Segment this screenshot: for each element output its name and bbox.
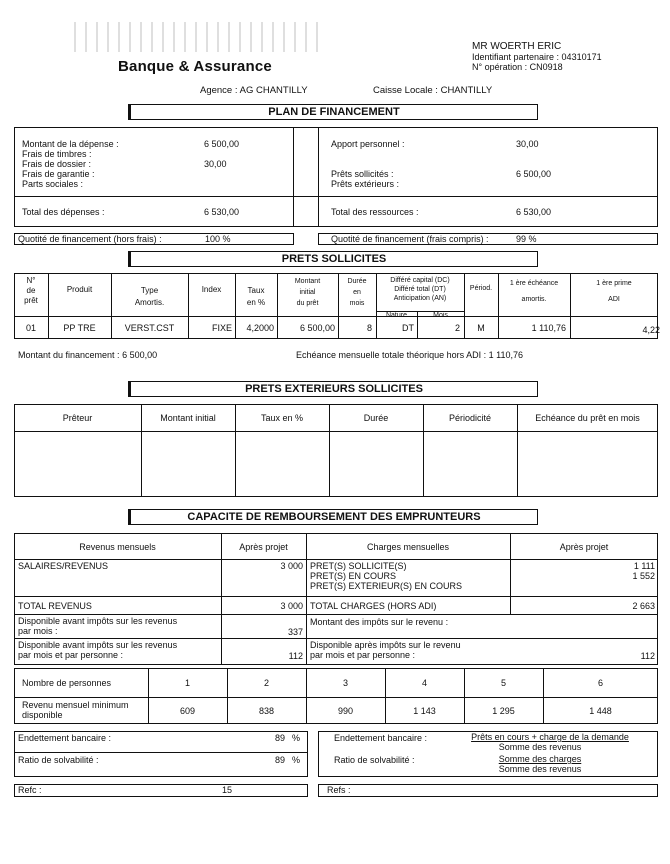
- agence: Agence : AG CHANTILLY: [200, 85, 308, 96]
- endettement-label: Endettement bancaire :: [18, 733, 112, 743]
- nb-personnes-label: Nombre de personnes: [22, 678, 112, 688]
- row-montant: 6 500,00: [299, 323, 335, 333]
- echeance-totale: Echéance mensuelle totale théorique hors ADI : 1 110,76: [296, 350, 523, 360]
- montant-depense: 6 500,00: [204, 139, 240, 149]
- h-index: Index: [201, 285, 222, 294]
- ratio-formula-top: Somme des charges: [498, 754, 582, 764]
- row-type: VERST.CST: [124, 323, 175, 333]
- prets-exterieurs-label: Prêts extérieurs :: [331, 179, 400, 189]
- revenu-min-5: 1 295: [492, 706, 515, 716]
- revenu-min-label: Revenu mensuel minimum disponible: [22, 700, 129, 720]
- revenu-min-2: 838: [258, 706, 275, 716]
- h-echeance: 1 ère échéance amortis.: [509, 280, 559, 303]
- prets-title: PRETS SOLLICITES: [128, 251, 538, 267]
- endettement-formula-bottom: Somme des revenus: [498, 742, 582, 752]
- plan-title: PLAN DE FINANCEMENT: [128, 104, 538, 120]
- capacite-title: CAPACITE DE REMBOURSEMENT DES EMPRUNTEURS: [128, 509, 538, 525]
- revenu-min-6: 1 448: [589, 706, 612, 716]
- h-charges: Charges mensuelles: [366, 542, 450, 552]
- h-apres-1: Après projet: [239, 542, 288, 552]
- row-period: M: [477, 323, 485, 333]
- apport-label: Apport personnel :: [331, 139, 405, 149]
- impots-label: Montant des impôts sur le revenu :: [310, 617, 449, 627]
- total-revenus-label: TOTAL REVENUS: [18, 601, 92, 611]
- h-differe: Différé capital (DC) Différé total (DT) Anticipation (AN): [390, 277, 450, 302]
- montant-financement: Montant du financement : 6 500,00: [18, 350, 158, 360]
- personnes-6: 6: [597, 678, 603, 688]
- client-name: MR WOERTH ERIC: [472, 41, 562, 52]
- personnes-2: 2: [263, 678, 269, 688]
- salaires: 3 000: [280, 561, 303, 571]
- ratio-value: 89: [274, 755, 285, 765]
- personnes-1: 1: [184, 678, 190, 688]
- ratio-label-right: Ratio de solvabilité :: [334, 755, 415, 765]
- client-info: [472, 42, 602, 72]
- dispo-mois: 337: [287, 627, 303, 637]
- h-taux: Taux en %: [246, 286, 266, 307]
- dispo-pers: 112: [288, 651, 303, 661]
- refs-label: Refs :: [327, 785, 351, 795]
- h-mois: Mois: [433, 312, 448, 319]
- prets-sollicites-label: Prêts sollicités :: [331, 169, 394, 179]
- ext-h-montant: Montant initial: [160, 413, 216, 423]
- dispo-apres: 112: [640, 651, 655, 661]
- revenu-min-1: 609: [179, 706, 196, 716]
- row-index: FIXE: [211, 323, 232, 333]
- ext-h-duree: Durée: [363, 413, 389, 423]
- quotite-compris: 99 %: [516, 234, 537, 244]
- personnes-3: 3: [342, 678, 348, 688]
- dispo-pers-label: Disponible avant impôts sur les revenus par mois et par personne :: [18, 640, 178, 660]
- quotite-hors: 100 %: [205, 234, 231, 244]
- refc-label: Refc :: [18, 785, 42, 795]
- total-depenses: 6 530,00: [204, 207, 240, 217]
- h-montant: Montant initial du prêt: [294, 278, 321, 307]
- frais-dossier: 30,00: [204, 159, 227, 169]
- row-no: 01: [25, 323, 36, 333]
- endettement-label-right: Endettement bancaire :: [334, 733, 428, 743]
- ext-h-echeance: Echéance du prêt en mois: [535, 413, 640, 423]
- endettement-pct: %: [292, 733, 301, 743]
- row-nature: DT: [402, 323, 414, 333]
- ext-h-periodicite: Périodicité: [448, 413, 492, 423]
- h-produit: Produit: [66, 285, 93, 294]
- h-duree: Durée en mois: [347, 278, 367, 307]
- dispo-apres-label: Disponible après impôts sur le revenu par mois et par personne :: [310, 640, 461, 660]
- salaires-label: SALAIRES/REVENUS: [18, 561, 109, 571]
- ext-h-preteur: Prêteur: [62, 413, 93, 423]
- ratio-formula-bottom: Somme des revenus: [498, 764, 582, 774]
- row-taux: 4,2000: [246, 323, 274, 333]
- quotite-compris-label: Quotité de financement (frais compris) :: [331, 234, 489, 244]
- h-period: Périod.: [469, 285, 493, 292]
- row-produit: PP TRE: [63, 323, 96, 333]
- logo-mark: [70, 22, 320, 52]
- exterieurs-title: PRETS EXTERIEURS SOLLICITES: [128, 381, 538, 397]
- total-ressources: 6 530,00: [516, 207, 552, 217]
- operation-number: N° opération : CN0918: [472, 62, 563, 72]
- h-nature: Nature: [385, 312, 407, 319]
- charges-labels: PRET(S) SOLLICITE(S) PRET(S) EN COURS PRET(S) EXTERIEUR(S) EN COURS: [310, 561, 463, 591]
- caisse: Caisse Locale : CHANTILLY: [373, 85, 493, 96]
- row-prime: 4,22: [642, 325, 660, 335]
- endettement-value: 89: [274, 733, 285, 743]
- total-ressources-label: Total des ressources :: [331, 207, 419, 217]
- partner-id: Identifiant partenaire : 04310171: [472, 52, 602, 62]
- total-revenus: 3 000: [280, 601, 303, 611]
- total-charges: 2 663: [632, 601, 655, 611]
- total-depenses-label: Total des dépenses :: [22, 207, 105, 217]
- ext-h-taux: Taux en %: [260, 413, 304, 423]
- h-prime: 1 ère prime ADI: [596, 280, 632, 303]
- personnes-5: 5: [500, 678, 506, 688]
- h-type: Type Amortis.: [134, 286, 165, 307]
- charges-values: 1 111 1 552: [632, 561, 655, 581]
- bank-logo: Banque & Assurance: [118, 58, 272, 75]
- h-no: N° de prêt: [24, 276, 38, 305]
- refc-box: [14, 784, 308, 797]
- revenu-min-4: 1 143: [413, 706, 436, 716]
- total-charges-label: TOTAL CHARGES (HORS ADI): [310, 601, 437, 611]
- endettement-formula-top: Prêts en cours + charge de la demande: [471, 732, 629, 742]
- plan-left-labels: Montant de la dépense : Frais de timbres : Frais de dossier : Frais de garantie : Parts sociales :: [22, 139, 119, 189]
- row-mois: 2: [454, 323, 460, 333]
- quotite-hors-label: Quotité de financement (hors frais) :: [18, 234, 162, 244]
- h-apres-2: Après projet: [559, 542, 609, 552]
- revenu-min-3: 990: [337, 706, 354, 716]
- apport: 30,00: [516, 139, 539, 149]
- row-duree: 8: [366, 323, 372, 333]
- h-revenus: Revenus mensuels: [79, 542, 156, 552]
- prets-sollicites: 6 500,00: [516, 169, 552, 179]
- dispo-mois-label: Disponible avant impôts sur les revenus par mois :: [18, 616, 178, 636]
- row-echeance: 1 110,76: [531, 323, 566, 333]
- refc-value: 15: [222, 785, 233, 795]
- refs-box: [318, 784, 658, 797]
- ratio-pct: %: [292, 755, 301, 765]
- personnes-4: 4: [421, 678, 427, 688]
- ratio-label: Ratio de solvabilité :: [18, 755, 99, 765]
